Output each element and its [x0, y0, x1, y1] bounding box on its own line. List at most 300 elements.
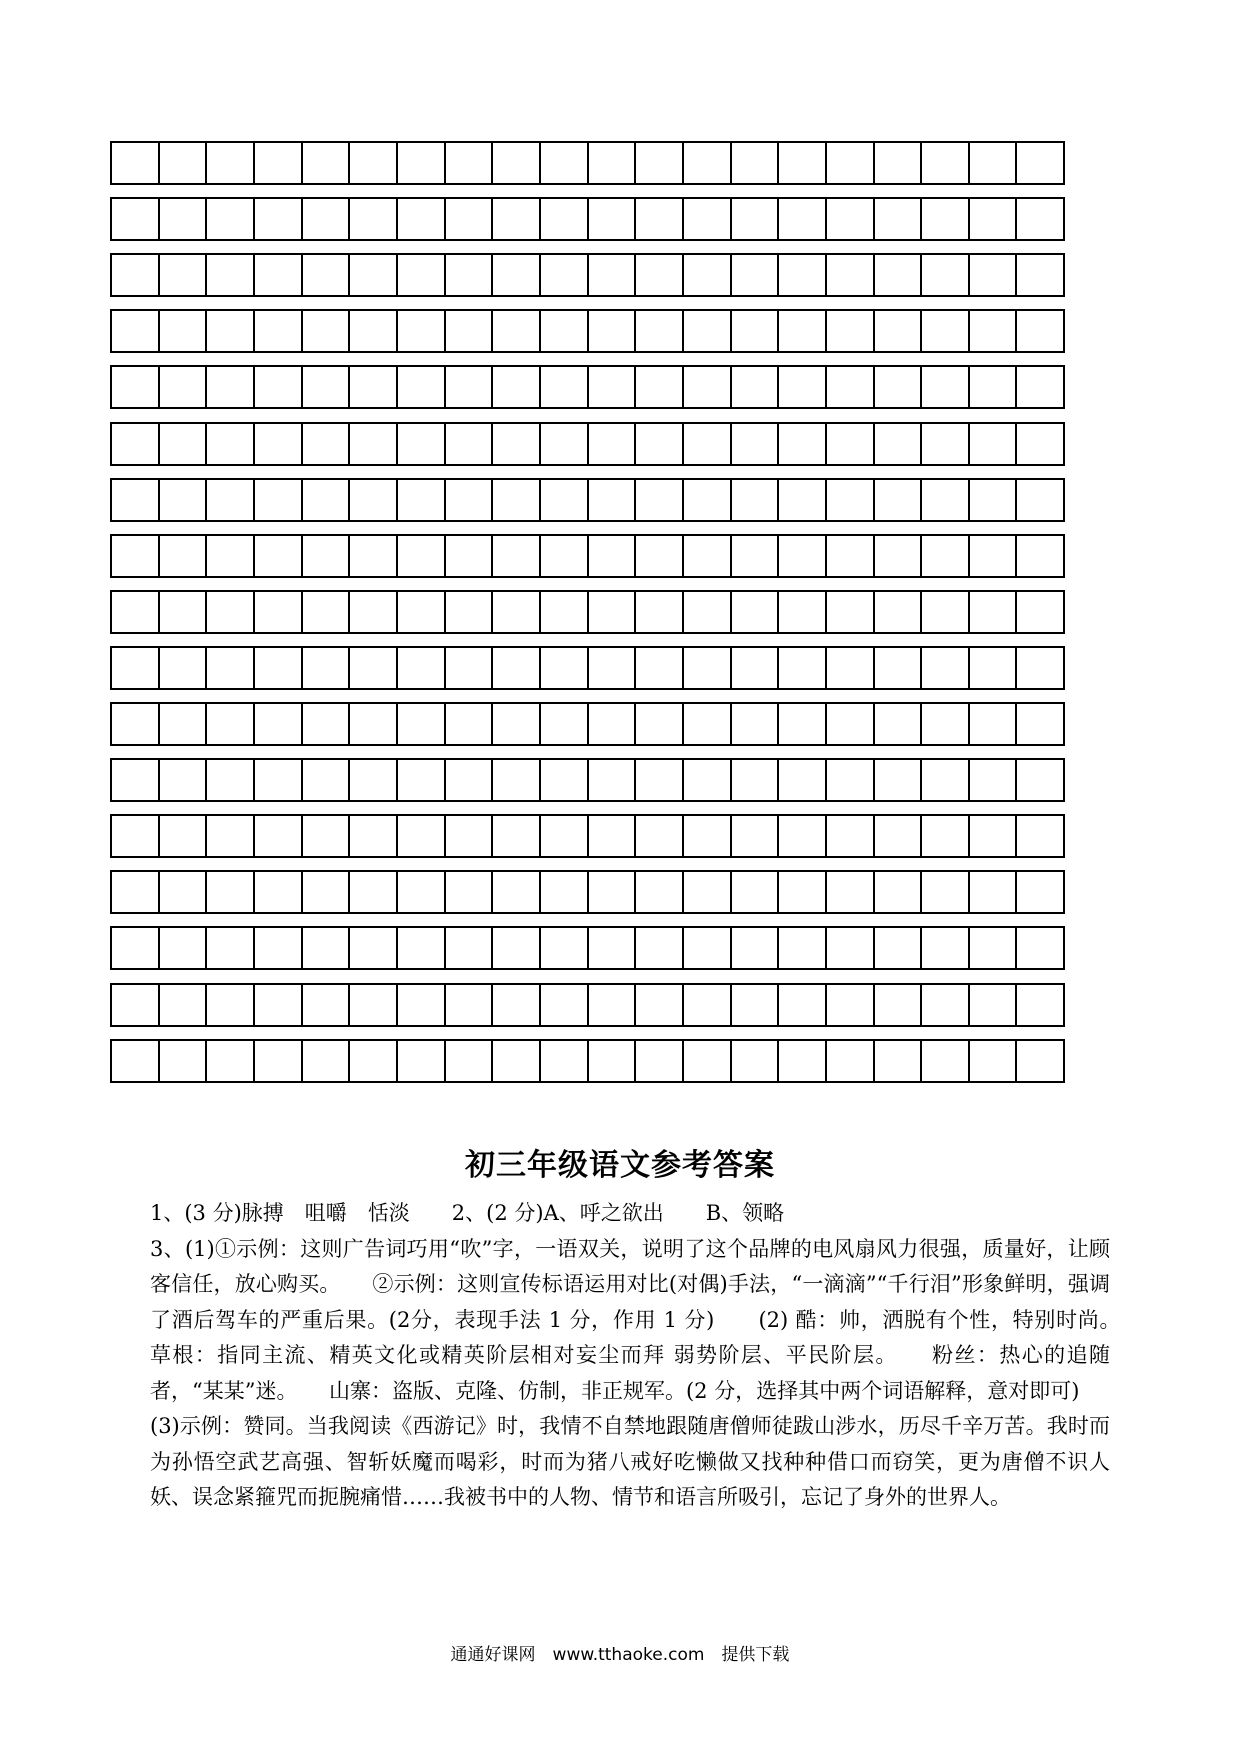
grid-cell	[732, 816, 780, 856]
grid-cell	[827, 872, 875, 912]
grid-cell	[732, 143, 780, 183]
grid-cell	[160, 985, 208, 1025]
grid-row	[110, 253, 1065, 297]
grid-cell	[636, 199, 684, 239]
grid-cell	[779, 143, 827, 183]
grid-cell	[303, 872, 351, 912]
grid-cell	[779, 311, 827, 351]
grid-cell	[493, 311, 541, 351]
grid-cell	[779, 872, 827, 912]
grid-cell	[160, 760, 208, 800]
grid-cell	[732, 1041, 780, 1081]
grid-cell	[779, 985, 827, 1025]
grid-cell	[875, 872, 923, 912]
grid-cell	[446, 311, 494, 351]
grid-cell	[446, 704, 494, 744]
grid-cell	[1017, 928, 1063, 968]
grid-cell	[1017, 816, 1063, 856]
grid-cell	[160, 1041, 208, 1081]
grid-cell	[779, 928, 827, 968]
grid-cell	[922, 704, 970, 744]
grid-cell	[207, 255, 255, 295]
grid-row	[110, 646, 1065, 690]
grid-cell	[303, 311, 351, 351]
grid-cell	[684, 424, 732, 464]
grid-cell	[255, 255, 303, 295]
grid-cell	[589, 648, 637, 688]
grid-cell	[398, 311, 446, 351]
grid-cell	[589, 424, 637, 464]
grid-cell	[732, 592, 780, 632]
grid-cell	[160, 872, 208, 912]
grid-cell	[684, 143, 732, 183]
grid-cell	[684, 872, 732, 912]
grid-cell	[827, 928, 875, 968]
grid-cell	[493, 199, 541, 239]
grid-cell	[922, 143, 970, 183]
grid-cell	[493, 424, 541, 464]
grid-cell	[446, 480, 494, 520]
grid-cell	[875, 1041, 923, 1081]
grid-cell	[684, 536, 732, 576]
grid-cell	[255, 424, 303, 464]
grid-cell	[779, 1041, 827, 1081]
grid-row	[110, 197, 1065, 241]
grid-cell	[1017, 648, 1063, 688]
grid-cell	[207, 424, 255, 464]
grid-cell	[255, 704, 303, 744]
grid-cell	[779, 255, 827, 295]
grid-cell	[970, 760, 1018, 800]
grid-cell	[255, 367, 303, 407]
grid-cell	[255, 536, 303, 576]
grid-row	[110, 365, 1065, 409]
grid-cell	[541, 311, 589, 351]
grid-cell	[875, 255, 923, 295]
grid-cell	[255, 928, 303, 968]
grid-cell	[732, 704, 780, 744]
grid-cell	[875, 648, 923, 688]
grid-cell	[112, 255, 160, 295]
grid-cell	[350, 592, 398, 632]
grid-cell	[303, 704, 351, 744]
grid-cell	[922, 367, 970, 407]
grid-cell	[1017, 985, 1063, 1025]
grid-cell	[970, 536, 1018, 576]
grid-cell	[303, 1041, 351, 1081]
grid-row	[110, 590, 1065, 634]
grid-cell	[827, 816, 875, 856]
grid-cell	[303, 985, 351, 1025]
grid-cell	[1017, 592, 1063, 632]
grid-cell	[636, 760, 684, 800]
grid-cell	[636, 1041, 684, 1081]
grid-cell	[112, 648, 160, 688]
grid-cell	[541, 143, 589, 183]
grid-cell	[207, 143, 255, 183]
grid-cell	[303, 480, 351, 520]
grid-cell	[112, 367, 160, 407]
grid-cell	[350, 424, 398, 464]
grid-cell	[493, 760, 541, 800]
grid-cell	[160, 704, 208, 744]
grid-cell	[779, 704, 827, 744]
grid-cell	[732, 648, 780, 688]
grid-cell	[970, 648, 1018, 688]
grid-cell	[732, 760, 780, 800]
grid-cell	[207, 816, 255, 856]
grid-cell	[112, 480, 160, 520]
grid-cell	[541, 928, 589, 968]
grid-cell	[207, 367, 255, 407]
grid-cell	[827, 367, 875, 407]
grid-cell	[541, 424, 589, 464]
grid-cell	[398, 480, 446, 520]
grid-cell	[779, 367, 827, 407]
grid-row	[110, 309, 1065, 353]
grid-cell	[207, 704, 255, 744]
grid-cell	[970, 816, 1018, 856]
grid-cell	[732, 480, 780, 520]
grid-cell	[589, 928, 637, 968]
grid-cell	[636, 985, 684, 1025]
grid-cell	[350, 872, 398, 912]
grid-cell	[970, 311, 1018, 351]
grid-row	[110, 983, 1065, 1027]
grid-cell	[589, 816, 637, 856]
grid-cell	[446, 199, 494, 239]
grid-cell	[732, 367, 780, 407]
grid-cell	[732, 255, 780, 295]
grid-row	[110, 534, 1065, 578]
grid-cell	[255, 480, 303, 520]
grid-cell	[493, 143, 541, 183]
grid-cell	[636, 928, 684, 968]
grid-cell	[255, 311, 303, 351]
grid-cell	[684, 816, 732, 856]
grid-cell	[541, 872, 589, 912]
grid-cell	[160, 592, 208, 632]
grid-cell	[1017, 480, 1063, 520]
grid-cell	[875, 199, 923, 239]
grid-cell	[541, 536, 589, 576]
grid-cell	[636, 704, 684, 744]
grid-cell	[112, 928, 160, 968]
grid-cell	[493, 704, 541, 744]
grid-cell	[684, 255, 732, 295]
grid-cell	[827, 1041, 875, 1081]
grid-cell	[1017, 1041, 1063, 1081]
grid-cell	[732, 199, 780, 239]
grid-cell	[160, 480, 208, 520]
grid-cell	[112, 704, 160, 744]
grid-cell	[636, 872, 684, 912]
grid-cell	[160, 199, 208, 239]
grid-cell	[446, 1041, 494, 1081]
grid-cell	[112, 424, 160, 464]
grid-cell	[589, 255, 637, 295]
grid-cell	[1017, 424, 1063, 464]
grid-cell	[636, 424, 684, 464]
grid-cell	[970, 1041, 1018, 1081]
grid-cell	[255, 760, 303, 800]
grid-cell	[827, 311, 875, 351]
grid-cell	[493, 592, 541, 632]
grid-cell	[207, 592, 255, 632]
grid-cell	[446, 536, 494, 576]
grid-cell	[684, 1041, 732, 1081]
grid-cell	[398, 367, 446, 407]
grid-cell	[541, 816, 589, 856]
grid-cell	[112, 1041, 160, 1081]
grid-cell	[160, 143, 208, 183]
grid-cell	[350, 760, 398, 800]
grid-cell	[970, 928, 1018, 968]
grid-cell	[398, 760, 446, 800]
grid-cell	[827, 985, 875, 1025]
grid-cell	[112, 143, 160, 183]
grid-cell	[160, 648, 208, 688]
grid-cell	[970, 424, 1018, 464]
grid-cell	[684, 592, 732, 632]
grid-cell	[493, 985, 541, 1025]
grid-cell	[398, 928, 446, 968]
grid-cell	[160, 536, 208, 576]
grid-cell	[446, 816, 494, 856]
grid-cell	[160, 816, 208, 856]
grid-cell	[350, 816, 398, 856]
grid-cell	[446, 648, 494, 688]
grid-cell	[827, 199, 875, 239]
grid-cell	[636, 480, 684, 520]
grid-cell	[255, 985, 303, 1025]
footer-download-note: 通通好课网 www.tthaoke.com 提供下载	[450, 1645, 790, 1665]
answer-paragraph-1: 1、(3 分)脉搏 咀嚼 恬淡 2、(2 分)A、呼之欲出 B、领略	[150, 1201, 785, 1225]
grid-cell	[779, 760, 827, 800]
grid-cell	[493, 536, 541, 576]
grid-cell	[589, 143, 637, 183]
grid-cell	[922, 311, 970, 351]
grid-cell	[303, 255, 351, 295]
grid-cell	[112, 760, 160, 800]
grid-cell	[922, 424, 970, 464]
grid-cell	[493, 367, 541, 407]
grid-cell	[970, 143, 1018, 183]
grid-cell	[160, 928, 208, 968]
grid-cell	[398, 704, 446, 744]
grid-cell	[875, 311, 923, 351]
grid-cell	[779, 536, 827, 576]
grid-row	[110, 926, 1065, 970]
grid-cell	[207, 199, 255, 239]
grid-cell	[446, 985, 494, 1025]
grid-cell	[922, 872, 970, 912]
grid-cell	[732, 424, 780, 464]
answer-paragraph-2: 3、(1)①示例：这则广告词巧用“吹”字，一语双关，说明了这个品牌的电风扇风力很强，质量好，让顾客信任，放心购买。 ②示例：这则宣传标语运用对比(对偶)手法，“一滴滴”“千行泪”形象鲜明，强调了酒后驾车的严重后果。(2分，表现手法 1 分，作用 1 分) (2) 酷：帅，洒脱有个性，特别时尚。 草根：指同主流、精英文化或精英阶层相对妄尘而拜 弱势阶层、平民阶层。 粉丝：热心的追随者，“某某”迷。 山寨：盗版、克隆、仿制，非正规军。(2 分，选择其中两个词语解释，意对即可)	[150, 1236, 1131, 1403]
grid-cell	[303, 424, 351, 464]
grid-cell	[1017, 199, 1063, 239]
grid-cell	[350, 311, 398, 351]
grid-cell	[541, 648, 589, 688]
grid-cell	[255, 872, 303, 912]
grid-cell	[589, 704, 637, 744]
grid-cell	[350, 199, 398, 239]
grid-cell	[779, 816, 827, 856]
grid-cell	[541, 704, 589, 744]
grid-cell	[398, 985, 446, 1025]
grid-cell	[398, 536, 446, 576]
grid-cell	[636, 255, 684, 295]
grid-cell	[303, 760, 351, 800]
grid-cell	[493, 816, 541, 856]
grid-cell	[446, 760, 494, 800]
grid-cell	[684, 311, 732, 351]
grid-cell	[303, 536, 351, 576]
grid-cell	[922, 536, 970, 576]
grid-cell	[684, 367, 732, 407]
answer-key-body	[150, 1196, 1131, 1516]
grid-cell	[112, 816, 160, 856]
grid-cell	[970, 367, 1018, 407]
grid-cell	[922, 648, 970, 688]
grid-cell	[970, 255, 1018, 295]
grid-cell	[446, 143, 494, 183]
grid-cell	[875, 985, 923, 1025]
grid-cell	[875, 536, 923, 576]
grid-cell	[922, 760, 970, 800]
grid-cell	[970, 480, 1018, 520]
grid-cell	[350, 985, 398, 1025]
grid-cell	[398, 648, 446, 688]
grid-cell	[303, 592, 351, 632]
grid-cell	[112, 592, 160, 632]
grid-cell	[541, 1041, 589, 1081]
grid-cell	[255, 143, 303, 183]
grid-cell	[875, 480, 923, 520]
grid-cell	[493, 872, 541, 912]
grid-row	[110, 422, 1065, 466]
grid-cell	[922, 928, 970, 968]
grid-cell	[922, 1041, 970, 1081]
grid-cell	[446, 367, 494, 407]
grid-cell	[446, 592, 494, 632]
grid-row	[110, 814, 1065, 858]
grid-cell	[684, 985, 732, 1025]
grid-cell	[875, 592, 923, 632]
grid-cell	[350, 928, 398, 968]
grid-cell	[207, 872, 255, 912]
grid-cell	[1017, 367, 1063, 407]
grid-cell	[112, 536, 160, 576]
answer-key-title: 初三年级语文参考答案	[465, 1148, 775, 1183]
grid-cell	[541, 592, 589, 632]
grid-cell	[875, 928, 923, 968]
grid-cell	[922, 480, 970, 520]
grid-cell	[684, 480, 732, 520]
grid-cell	[398, 872, 446, 912]
grid-cell	[303, 199, 351, 239]
grid-cell	[493, 928, 541, 968]
grid-cell	[589, 199, 637, 239]
grid-cell	[255, 592, 303, 632]
grid-cell	[160, 424, 208, 464]
grid-cell	[541, 367, 589, 407]
grid-cell	[827, 480, 875, 520]
grid-row	[110, 478, 1065, 522]
grid-cell	[875, 367, 923, 407]
grid-cell	[207, 928, 255, 968]
grid-cell	[875, 704, 923, 744]
grid-cell	[970, 592, 1018, 632]
grid-cell	[1017, 143, 1063, 183]
grid-row	[110, 1039, 1065, 1083]
grid-cell	[636, 143, 684, 183]
grid-cell	[207, 480, 255, 520]
grid-cell	[350, 648, 398, 688]
grid-cell	[446, 872, 494, 912]
grid-cell	[732, 985, 780, 1025]
grid-cell	[541, 255, 589, 295]
grid-cell	[636, 311, 684, 351]
grid-cell	[493, 1041, 541, 1081]
grid-cell	[303, 143, 351, 183]
grid-cell	[112, 199, 160, 239]
grid-row	[110, 702, 1065, 746]
grid-cell	[350, 1041, 398, 1081]
grid-cell	[970, 704, 1018, 744]
grid-cell	[827, 760, 875, 800]
grid-cell	[398, 816, 446, 856]
answer-paragraph-3: (3)示例：赞同。当我阅读《西游记》时，我情不自禁地跟随唐僧师徒跋山涉水，历尽千辛万苦。我时而为孙悟空武艺高强、智斩妖魔而喝彩，时而为猪八戒好吃懒做又找种种借口而窃笑，更为唐僧不识人妖、误念紧箍咒而扼腕痛惜……我被书中的人物、情节和语言所吸引，忘记了身外的世界人。	[150, 1414, 1110, 1509]
grid-cell	[684, 928, 732, 968]
grid-row	[110, 870, 1065, 914]
grid-cell	[732, 928, 780, 968]
grid-cell	[589, 536, 637, 576]
grid-cell	[160, 367, 208, 407]
grid-cell	[589, 592, 637, 632]
grid-cell	[541, 480, 589, 520]
grid-cell	[732, 872, 780, 912]
grid-cell	[970, 985, 1018, 1025]
grid-cell	[922, 985, 970, 1025]
grid-cell	[1017, 704, 1063, 744]
grid-cell	[922, 592, 970, 632]
grid-cell	[1017, 311, 1063, 351]
grid-cell	[207, 536, 255, 576]
grid-row	[110, 758, 1065, 802]
grid-cell	[875, 424, 923, 464]
grid-cell	[779, 480, 827, 520]
grid-cell	[875, 143, 923, 183]
grid-cell	[303, 648, 351, 688]
grid-cell	[589, 872, 637, 912]
grid-cell	[398, 592, 446, 632]
grid-cell	[541, 985, 589, 1025]
grid-cell	[589, 1041, 637, 1081]
grid-cell	[827, 255, 875, 295]
grid-cell	[922, 199, 970, 239]
grid-cell	[684, 760, 732, 800]
grid-cell	[207, 1041, 255, 1081]
grid-cell	[970, 872, 1018, 912]
grid-cell	[684, 648, 732, 688]
grid-cell	[398, 255, 446, 295]
grid-cell	[112, 985, 160, 1025]
grid-cell	[779, 199, 827, 239]
grid-cell	[827, 536, 875, 576]
grid-cell	[827, 592, 875, 632]
grid-cell	[589, 311, 637, 351]
